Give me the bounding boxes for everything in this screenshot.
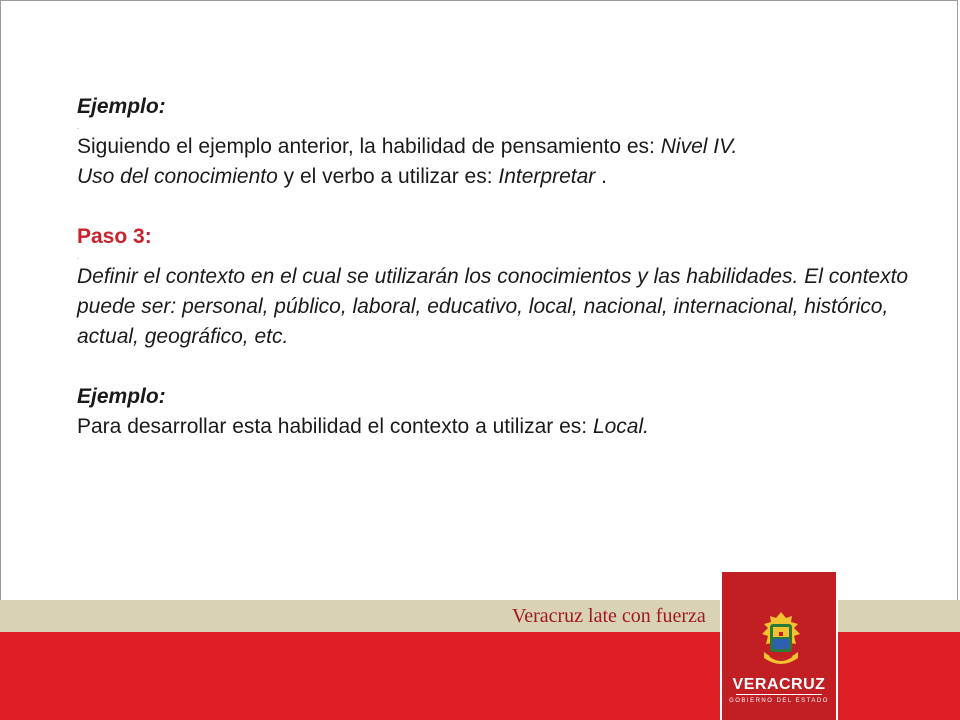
example-heading-1: Ejemplo: [77,95,166,118]
example-paragraph-2 [77,412,917,442]
logo-name: VERACRUZ [732,676,826,693]
text-segment: Siguiendo el ejemplo anterior, la habilidad de pensamiento es: [77,135,661,158]
text-segment: . [595,165,607,188]
small-mark-2: . [77,252,80,261]
logo-subtitle: GOBIERNO DEL ESTADO [729,698,829,704]
example-paragraph-1 [77,132,917,192]
text-segment: Para desarrollar esta habilidad el contexto a utilizar es: [77,415,593,438]
level-name: Uso del conocimiento [77,165,278,188]
step-paragraph [77,262,917,352]
level-text: Nivel IV. [660,135,738,158]
veracruz-crest-icon [756,610,806,670]
footer-slogan: Veracruz late con fuerza [512,605,706,627]
veracruz-logo [720,570,838,720]
small-mark-1: . [77,122,80,131]
example-heading-2: Ejemplo: [77,385,166,408]
step-heading: Paso 3: [77,225,152,248]
logo-divider [736,694,822,695]
slide-content [77,92,917,442]
context-value: Local. [592,415,649,438]
step-text: Definir el contexto en el cual se utilizarán los conocimientos y las habilidades. El contexto puede ser: personal, público, laboral, educativo, local, nacional, internacional, histórico, actual, geográfico, etc. [77,265,909,348]
verb-text: Interpretar [498,165,596,188]
text-segment: y el verbo a utilizar es: [277,165,499,188]
